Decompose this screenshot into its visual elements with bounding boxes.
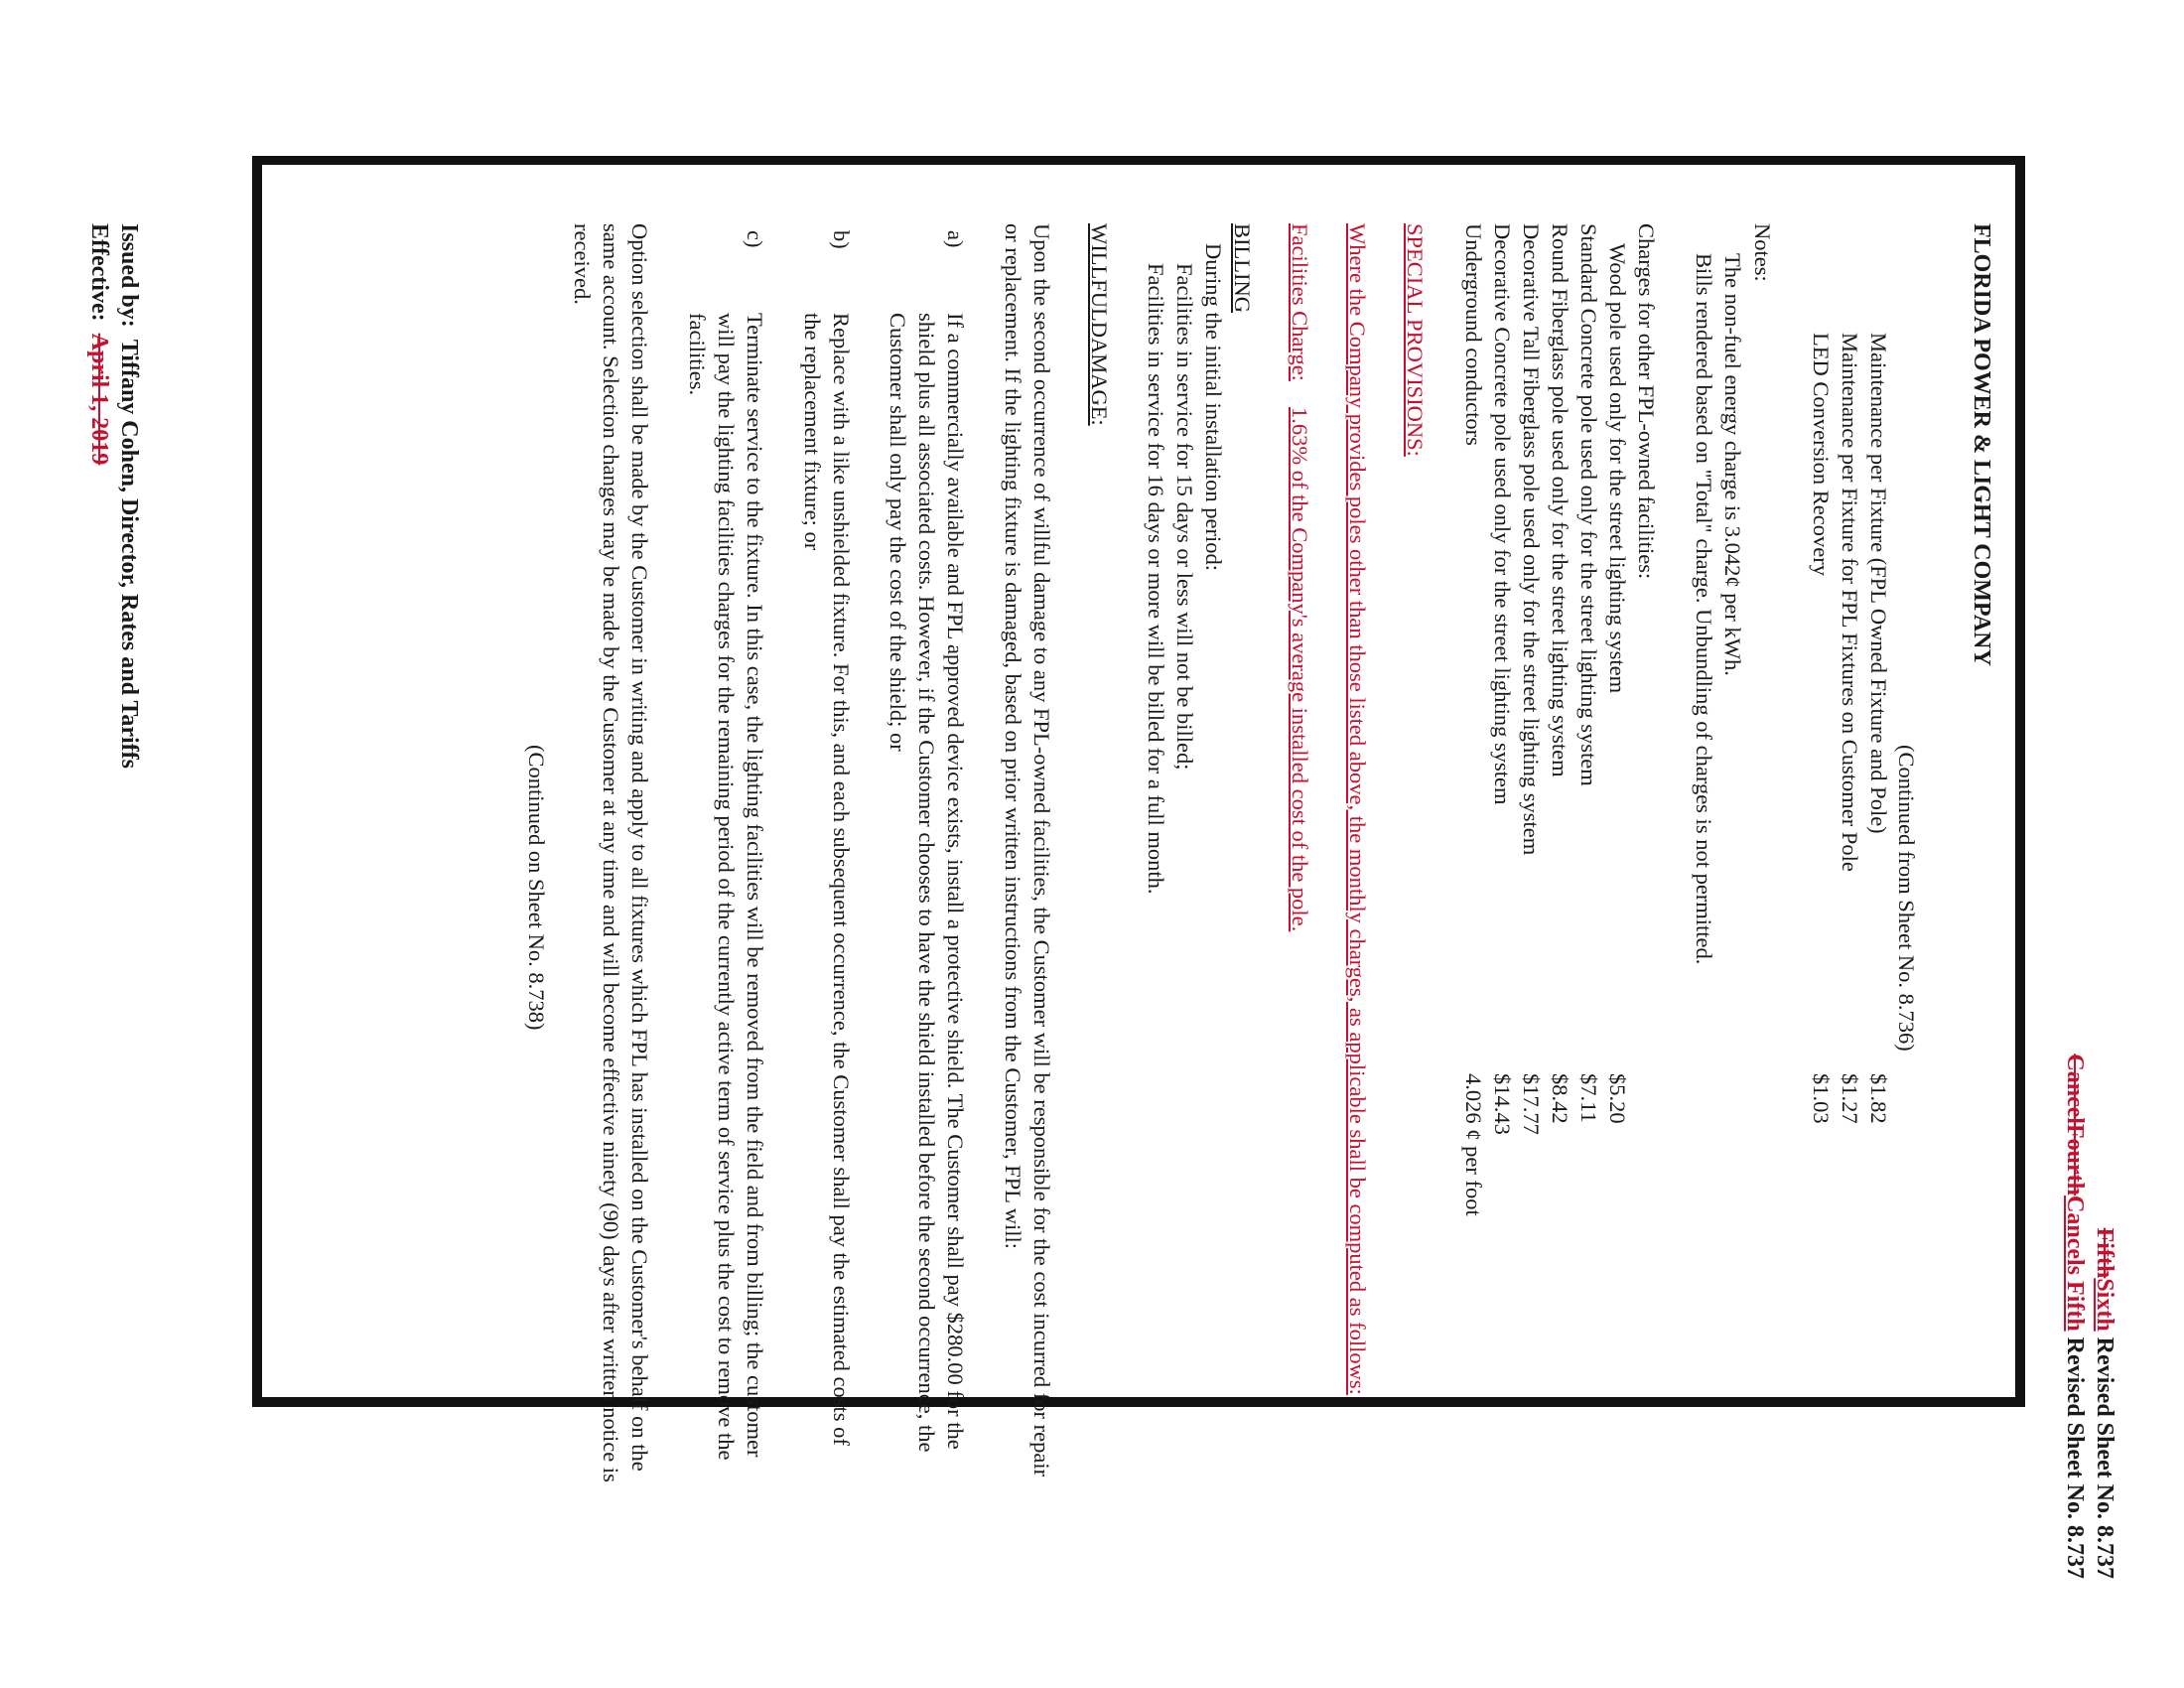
facilities-charge-label: Facilities Charge: — [1288, 223, 1312, 381]
cancel-struck: Cancel — [2062, 1054, 2088, 1125]
charge-label: LED Conversion Recovery — [1809, 333, 1834, 576]
facility-label: Round Fiberglass pole used only for the street lighting system — [1548, 223, 1572, 777]
facility-value: 4.026 ¢ per foot — [1461, 1073, 1486, 1216]
facilities-charge-value: 1.63% of the Company's average installed cost of the pole. — [1288, 407, 1312, 932]
option-c-marker: c) — [743, 230, 767, 248]
effective-label: Effective: — [86, 223, 112, 322]
option-selection-line: Option selection shall be made by the Customer in writing and apply to all fixtures which FPL has installed on the Customer's behalf on the — [627, 223, 652, 1472]
sheet-number-text: Revised Sheet No. 8.737 — [2092, 1331, 2117, 1579]
facilities-heading: Charges for other FPL-owned facilities: — [1634, 223, 1659, 580]
option-a-marker: a) — [943, 230, 968, 248]
option-b-marker: b) — [829, 230, 854, 249]
option-c-line: facilities. — [685, 313, 710, 396]
special-provisions-text: Where the Company provides poles other than those listed above, the monthly charges, as applicable shall be computed as follows: — [1345, 223, 1370, 1395]
sheet-revision-struck: Fifth — [2092, 1227, 2117, 1279]
continued-from: (Continued from Sheet No. 8.736) — [1894, 745, 1919, 1052]
facility-label: Wood pole used only for the street lighting system — [1605, 243, 1630, 694]
option-a-line: If a commercially available and FPL approved device exists, install a protective shield. The Customer shall pay $280.00 for the — [943, 313, 968, 1450]
continued-on: (Continued on Sheet No. 8.738) — [524, 745, 549, 1031]
content-border — [252, 156, 2025, 1407]
sheet-number-line-1 — [2090, 884, 2118, 1579]
facility-label: Underground conductors — [1461, 223, 1486, 446]
notes-line: The non-fuel energy charge is 3.042¢ per kWh. — [1720, 253, 1745, 676]
charge-value: $1.27 — [1838, 1073, 1862, 1124]
effective-value: April 1, 2019 — [86, 333, 112, 466]
billing-heading: BILLING — [1230, 223, 1255, 313]
option-b-line: Replace with a like unshielded fixture. For this, and each subsequent occurrence, the Customer shall pay the estimated costs of — [829, 313, 854, 1446]
option-a-line: shield plus all associated costs. However, if the Customer chooses to have the shield installed before the second occurrence, the — [914, 313, 939, 1453]
willful-damage-heading: WILLFULDAMAGE: — [1087, 223, 1112, 426]
special-provisions-heading: SPECIAL PROVISIONS: — [1403, 223, 1428, 457]
billing-line: Facilities in service for 15 days or less will not be billed; — [1172, 263, 1197, 771]
notes-heading: Notes: — [1750, 223, 1775, 282]
cancel-sheet-text: Revised Sheet No. 8.737 — [2062, 1331, 2088, 1579]
issued-by-label: Issued by: — [116, 223, 142, 328]
sheet-revision-new: Sixth — [2092, 1278, 2117, 1332]
company-name: FLORIDA POWER & LIGHT COMPANY — [1969, 223, 1994, 666]
charge-value: $1.03 — [1809, 1073, 1834, 1124]
facility-value: $7.11 — [1576, 1073, 1601, 1123]
option-c-line: will pay the lighting facilities charges for the remaining period of the currently active term of service plus the cost to remove the — [714, 313, 739, 1461]
effective-date — [84, 223, 113, 465]
facility-label: Standard Concrete pole used only for the street lighting system — [1576, 223, 1601, 786]
issued-by — [114, 223, 143, 769]
issued-by-value: Tiffany Cohen, Director, Rates and Tariffs — [116, 339, 142, 769]
facility-label: Decorative Concrete pole used only for the street lighting system — [1490, 223, 1515, 805]
billing-line: Facilities in service for 16 days or more will be billed for a full month. — [1144, 263, 1168, 895]
option-b-line: the replacement fixture; or — [800, 313, 825, 551]
facility-value: $5.20 — [1605, 1073, 1630, 1124]
facility-value: $17.77 — [1519, 1073, 1544, 1135]
facility-value: $8.42 — [1548, 1073, 1572, 1124]
notes-line: Bills rendered based on "Total" charge. Unbundling of charges is not permitted. — [1692, 253, 1716, 965]
billing-line: During the initial installation period: — [1201, 243, 1226, 571]
charge-value: $1.82 — [1866, 1073, 1891, 1124]
cancel-revision-struck: Fourth — [2062, 1124, 2088, 1196]
willful-intro-line: or replacement. If the lighting fixture is damaged, based on prior written instructions from the Customer, FPL will: — [1001, 223, 1025, 1250]
option-c-line: Terminate service to the fixture. In this case, the lighting facilities will be removed from the field and from billing; the customer — [743, 313, 767, 1458]
option-selection-line: same account. Selection changes may be made by the Customer at any time and will become effective ninety (90) days after written notice is — [599, 223, 623, 1482]
charge-label: Maintenance per Fixture (FPL Owned Fixture and Pole) — [1866, 333, 1891, 834]
willful-intro-line: Upon the second occurrence of willful damage to any FPL-owned facilities, the Customer will be responsible for the cost incurred for repair — [1029, 223, 1054, 1477]
facility-label: Decorative Tall Fiberglass pole used only for the street lighting system — [1519, 223, 1544, 856]
cancel-revision-new: Cancels Fifth — [2062, 1196, 2088, 1332]
facility-value: $14.43 — [1490, 1073, 1515, 1135]
option-selection-line: received. — [570, 223, 595, 305]
charge-label: Maintenance per Fixture for FPL Fixtures on Customer Pole — [1838, 333, 1862, 872]
option-a-line: Customer shall only pay the cost of the shield; or — [886, 313, 910, 752]
sheet-number-line-2 — [2060, 884, 2089, 1579]
